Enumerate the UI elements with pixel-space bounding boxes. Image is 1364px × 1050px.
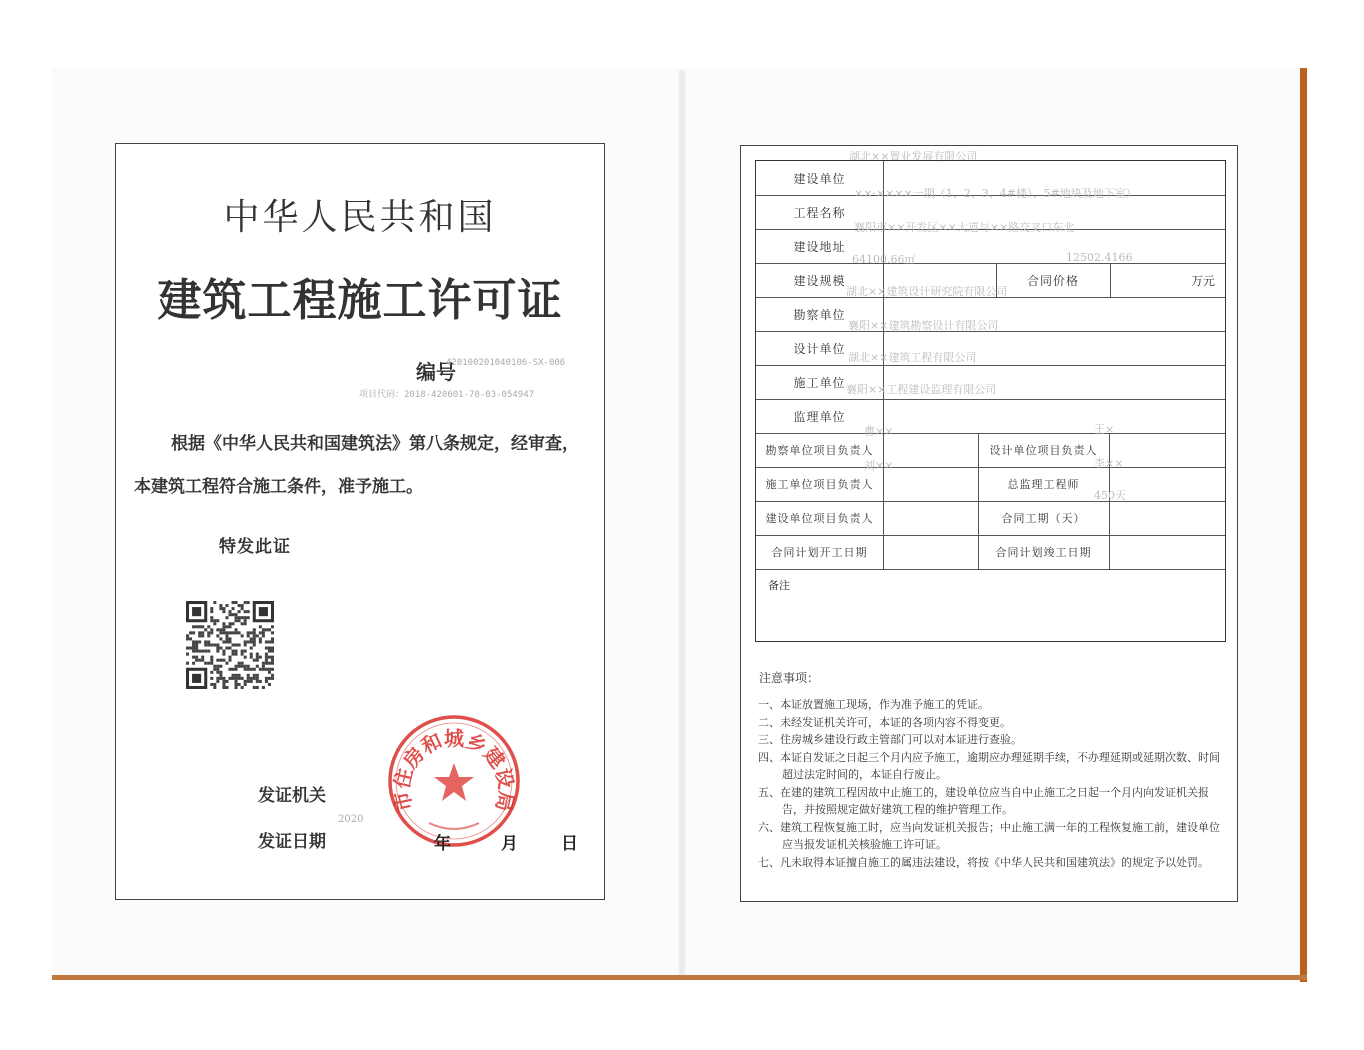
cover-edge-bottom — [52, 975, 1307, 980]
unit-label: 万元 — [1190, 273, 1215, 288]
remark-row — [756, 569, 1225, 641]
row-label: 设计单位 — [793, 341, 846, 356]
issue-date-label: 发证日期 — [258, 832, 326, 852]
permit-title: 建筑工程施工许可证 — [157, 275, 563, 326]
seal-text: 市住房和城乡建设局 — [389, 726, 519, 814]
pair-right-label: 设计单位项目负责人 — [989, 444, 1098, 457]
pair-left-label: 合同计划开工日期 — [771, 546, 868, 559]
table-row — [756, 383, 1225, 434]
table-row — [756, 221, 1225, 264]
pair-left-value: 刘×× — [864, 459, 894, 472]
month-label: 月 — [501, 834, 518, 854]
note-item: 七、凡未取得本证擅自施工的属违法建设，将按《中华人民共和国建筑法》的规定予以处罚。 — [758, 855, 1209, 869]
table-row — [756, 423, 1225, 468]
pair-left-value: 曹×× — [864, 425, 894, 438]
top-faint-text: 湖北××置业发展有限公司 — [849, 150, 978, 163]
project-code: 项目代码：2018-420601-70-03-054947 — [359, 390, 535, 400]
row-value: 襄阳××建筑勘察设计有限公司 — [848, 319, 999, 332]
table-row — [756, 457, 1225, 502]
pair-left-label: 勘察单位项目负责人 — [765, 444, 874, 457]
country-title: 中华人民共和国 — [223, 197, 497, 238]
qr-code-icon — [186, 601, 274, 689]
note-item: 四、本证自发证之日起三个月内应予施工，逾期应办理延期手续，不办理延期或延期次数、时间超过法定时间的，本证自行废止。 — [758, 750, 1220, 781]
note-item: 一、本证放置施工现场，作为准予施工的凭证。 — [758, 698, 989, 711]
table-row — [756, 535, 1225, 570]
note-item: 六、建筑工程恢复施工时，应当向发证机关报告；中止施工满一年的工程恢复施工前，建设单位应当报发证机关核验施工许可证。 — [758, 820, 1220, 851]
pair-right-value: 李×× — [1094, 457, 1124, 470]
row-value: 湖北××建筑设计研究院有限公司 — [846, 285, 1008, 298]
remark-label: 备注 — [768, 579, 790, 592]
row-value: 64100.66㎡ — [852, 253, 916, 266]
pair-left-label: 施工单位项目负责人 — [765, 478, 874, 491]
row-label: 建设单位 — [793, 171, 846, 186]
row-label: 工程名称 — [793, 205, 846, 220]
cover-edge-right — [1300, 68, 1307, 982]
year-label: 年 — [434, 834, 451, 854]
issue-statement: 特发此证 — [219, 537, 291, 557]
notes-list — [758, 696, 1228, 871]
note-item: 五、在建的建筑工程因故中止施工的，建设单位应当自中止施工之日起一个月内向发证机关报告，并按照规定做好建筑工程的维护管理工作。 — [758, 785, 1209, 816]
pair-left-label: 建设单位项目负责人 — [765, 512, 874, 525]
row-label: 勘察单位 — [793, 307, 846, 322]
contract-price-value: 12502.4166 — [1066, 251, 1133, 264]
row-label: 施工单位 — [793, 375, 846, 390]
row-label: 监理单位 — [793, 409, 846, 424]
pair-right-value: 王× — [1094, 423, 1115, 436]
table-row — [756, 489, 1225, 536]
row-value: 襄阳××工程建设监理有限公司 — [846, 383, 997, 396]
permit-number: 420100201040106-SX-006 — [446, 358, 566, 368]
permit-front-page — [115, 143, 605, 900]
legal-basis-line2: 本建筑工程符合施工条件，准予施工。 — [134, 477, 423, 497]
issue-year: 2020 — [338, 814, 364, 825]
notes-title: 注意事项： — [759, 671, 820, 685]
pair-right-label: 合同工期（天） — [1001, 512, 1086, 525]
note-item: 三、住房城乡建设行政主管部门可以对本证进行查验。 — [758, 733, 1022, 746]
pair-right-label: 合同计划竣工日期 — [995, 546, 1092, 559]
pair-right-value: 450天 — [1094, 489, 1126, 502]
page-fold — [678, 70, 686, 975]
note-item: 二、未经发证机关许可，本证的各项内容不得变更。 — [758, 715, 1011, 729]
pair-right-label: 总监理工程师 — [1007, 478, 1080, 491]
table-row — [756, 319, 1225, 366]
number-label: 编号 — [416, 360, 456, 384]
row-value: 襄阳市××开发区××大道与××路交叉口东北 — [854, 221, 1075, 234]
legal-basis-line1: 根据《中华人民共和国建筑法》第八条规定，经审查， — [171, 434, 579, 454]
contract-price-label: 合同价格 — [1026, 273, 1079, 288]
issuer-label: 发证机关 — [258, 786, 326, 806]
row-value: ××·××××一期（1、2、3、4#楼）、5#地块及地下室） — [854, 187, 1137, 200]
project-info-table — [755, 160, 1226, 642]
day-label: 日 — [561, 834, 578, 854]
row-label: 建设规模 — [793, 273, 846, 288]
permit-back-page — [740, 145, 1238, 902]
row-value: 湖北××建筑工程有限公司 — [848, 351, 977, 364]
row-label: 建设地址 — [793, 239, 846, 254]
